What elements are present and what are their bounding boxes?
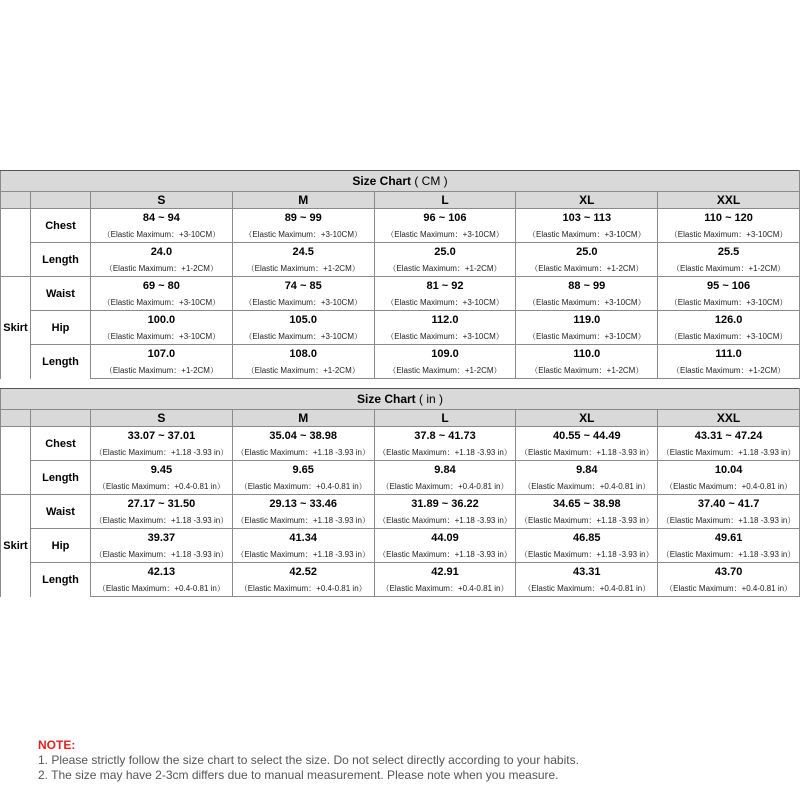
measurement-value: 95 ~ 106 [658, 277, 800, 295]
measurement-value: 43.31 [516, 563, 658, 581]
elastic-note: （Elastic Maximum：+1-2CM） [374, 260, 516, 277]
elastic-note: （Elastic Maximum：+0.4-0.81 in） [232, 580, 374, 597]
measurement-value: 9.65 [232, 461, 374, 479]
measurement-value: 42.52 [232, 563, 374, 581]
elastic-note: （Elastic Maximum：+1.18 -3.93 in） [374, 512, 516, 529]
elastic-note: （Elastic Maximum：+0.4-0.81 in） [516, 478, 658, 495]
elastic-note: （Elastic Maximum：+1-2CM） [91, 362, 233, 379]
measurement-value: 37.40 ~ 41.7 [658, 495, 800, 513]
measurement-value: 35.04 ~ 38.98 [232, 427, 374, 445]
elastic-note: （Elastic Maximum：+1.18 -3.93 in） [516, 546, 658, 563]
measurement-value: 25.0 [374, 243, 516, 261]
table-note-row [1, 444, 800, 461]
measurement-value: 40.55 ~ 44.49 [516, 427, 658, 445]
size-chart-in [0, 388, 800, 597]
table-note-row [1, 260, 800, 277]
measurement-value: 108.0 [232, 345, 374, 363]
elastic-note: （Elastic Maximum：+3-10CM） [91, 226, 233, 243]
table-note-row [1, 512, 800, 529]
table-row [1, 243, 800, 261]
table-note-row [1, 580, 800, 597]
elastic-note: （Elastic Maximum：+3-10CM） [658, 294, 800, 311]
measurement-value: 112.0 [374, 311, 516, 329]
measurement-value: 34.65 ~ 38.98 [516, 495, 658, 513]
elastic-note: （Elastic Maximum：+0.4-0.81 in） [658, 580, 800, 597]
elastic-note: （Elastic Maximum：+0.4-0.81 in） [658, 478, 800, 495]
elastic-note: （Elastic Maximum：+3-10CM） [516, 294, 658, 311]
measurement-value: 29.13 ~ 33.46 [232, 495, 374, 513]
chart-title [1, 389, 800, 410]
elastic-note: （Elastic Maximum：+1-2CM） [516, 362, 658, 379]
measurement-label [31, 427, 91, 461]
elastic-note: （Elastic Maximum：+1-2CM） [91, 260, 233, 277]
table-row [1, 209, 800, 227]
measurement-label-text: Length [42, 471, 79, 484]
chart-title-text: Size Chart [352, 174, 411, 188]
measurement-value: 44.09 [374, 529, 516, 547]
elastic-note: （Elastic Maximum：+3-10CM） [516, 226, 658, 243]
size-header-xxl: XXL [658, 192, 800, 209]
table-row [1, 495, 800, 513]
elastic-note: （Elastic Maximum：+1-2CM） [374, 362, 516, 379]
measurement-value: 105.0 [232, 311, 374, 329]
size-header-xxl: XXL [658, 410, 800, 427]
elastic-note: （Elastic Maximum：+1.18 -3.93 in） [232, 512, 374, 529]
notes-section [38, 738, 778, 783]
group-label [1, 495, 31, 597]
elastic-note: （Elastic Maximum：+3-10CM） [374, 294, 516, 311]
group-label [1, 277, 31, 379]
measurement-value: 39.37 [91, 529, 233, 547]
elastic-note: （Elastic Maximum：+0.4-0.81 in） [232, 478, 374, 495]
measurement-label-text: Hip [51, 321, 70, 334]
note-line-2: 2. The size may have 2-3cm differs due to manual measurement. Please note when you measure. [38, 768, 559, 782]
elastic-note: （Elastic Maximum：+3-10CM） [374, 328, 516, 345]
measurement-value: 110.0 [516, 345, 658, 363]
table-note-row [1, 294, 800, 311]
group-label [1, 427, 31, 495]
measurement-label [31, 277, 91, 311]
elastic-note: （Elastic Maximum：+3-10CM） [91, 294, 233, 311]
measurement-value: 42.91 [374, 563, 516, 581]
elastic-note: （Elastic Maximum：+0.4-0.81 in） [374, 580, 516, 597]
table-note-row [1, 328, 800, 345]
size-table [0, 388, 800, 597]
elastic-note: （Elastic Maximum：+1.18 -3.93 in） [91, 512, 233, 529]
measurement-value: 9.45 [91, 461, 233, 479]
measurement-label-text: Chest [45, 437, 76, 450]
group-label-text: Skirt [3, 321, 28, 334]
chart-unit: ( in ) [419, 392, 444, 406]
elastic-note: （Elastic Maximum：+1-2CM） [516, 260, 658, 277]
elastic-note: （Elastic Maximum：+0.4-0.81 in） [374, 478, 516, 495]
elastic-note: （Elastic Maximum：+3-10CM） [91, 328, 233, 345]
measurement-label-text: Chest [45, 219, 76, 232]
elastic-note: （Elastic Maximum：+1.18 -3.93 in） [91, 546, 233, 563]
measurement-value: 37.8 ~ 41.73 [374, 427, 516, 445]
measurement-value: 69 ~ 80 [91, 277, 233, 295]
measurement-value: 46.85 [516, 529, 658, 547]
table-row [1, 277, 800, 295]
measurement-value: 74 ~ 85 [232, 277, 374, 295]
size-header-xl: XL [516, 410, 658, 427]
measurement-value: 42.13 [91, 563, 233, 581]
size-table [0, 170, 800, 379]
elastic-note: （Elastic Maximum：+3-10CM） [232, 226, 374, 243]
size-header-l: L [374, 192, 516, 209]
elastic-note: （Elastic Maximum：+0.4-0.81 in） [91, 478, 233, 495]
elastic-note: （Elastic Maximum：+1-2CM） [232, 260, 374, 277]
measurement-value: 107.0 [91, 345, 233, 363]
elastic-note: （Elastic Maximum：+1.18 -3.93 in） [658, 546, 800, 563]
elastic-note: （Elastic Maximum：+3-10CM） [658, 328, 800, 345]
measurement-label-text: Waist [46, 505, 75, 518]
elastic-note: （Elastic Maximum：+3-10CM） [658, 226, 800, 243]
size-header-s: S [91, 192, 233, 209]
elastic-note: （Elastic Maximum：+1-2CM） [658, 260, 800, 277]
measurement-label-text: Length [42, 573, 79, 586]
chart-title [1, 171, 800, 192]
measurement-value: 88 ~ 99 [516, 277, 658, 295]
table-row [1, 427, 800, 445]
measurement-value: 25.5 [658, 243, 800, 261]
table-note-row [1, 362, 800, 379]
measurement-value: 103 ~ 113 [516, 209, 658, 227]
elastic-note: （Elastic Maximum：+1-2CM） [232, 362, 374, 379]
elastic-note: （Elastic Maximum：+1.18 -3.93 in） [516, 512, 658, 529]
measurement-value: 33.07 ~ 37.01 [91, 427, 233, 445]
elastic-note: （Elastic Maximum：+3-10CM） [232, 294, 374, 311]
measurement-value: 89 ~ 99 [232, 209, 374, 227]
measurement-value: 24.0 [91, 243, 233, 261]
measurement-value: 27.17 ~ 31.50 [91, 495, 233, 513]
measurement-label-text: Hip [51, 539, 70, 552]
elastic-note: （Elastic Maximum：+3-10CM） [516, 328, 658, 345]
measurement-label [31, 345, 91, 379]
header-blank [1, 410, 31, 427]
elastic-note: （Elastic Maximum：+1.18 -3.93 in） [91, 444, 233, 461]
table-row [1, 345, 800, 363]
elastic-note: （Elastic Maximum：+1.18 -3.93 in） [374, 444, 516, 461]
elastic-note: （Elastic Maximum：+3-10CM） [232, 328, 374, 345]
measurement-label [31, 243, 91, 277]
measurement-value: 119.0 [516, 311, 658, 329]
measurement-label-text: Waist [46, 287, 75, 300]
size-header-row [1, 410, 800, 427]
size-header-l: L [374, 410, 516, 427]
note-line-1: 1. Please strictly follow the size chart to select the size. Do not select directly according to your habits. [38, 753, 579, 767]
measurement-label [31, 495, 91, 529]
measurement-value: 126.0 [658, 311, 800, 329]
elastic-note: （Elastic Maximum：+0.4-0.81 in） [91, 580, 233, 597]
measurement-value: 81 ~ 92 [374, 277, 516, 295]
header-blank [31, 410, 91, 427]
measurement-value: 100.0 [91, 311, 233, 329]
measurement-label-text: Length [42, 253, 79, 266]
elastic-note: （Elastic Maximum：+1.18 -3.93 in） [658, 512, 800, 529]
elastic-note: （Elastic Maximum：+0.4-0.81 in） [516, 580, 658, 597]
elastic-note: （Elastic Maximum：+1.18 -3.93 in） [232, 444, 374, 461]
table-row [1, 529, 800, 547]
size-chart-cm [0, 170, 800, 379]
measurement-value: 49.61 [658, 529, 800, 547]
chart-title-text: Size Chart [356, 392, 416, 406]
measurement-value: 24.5 [232, 243, 374, 261]
measurement-value: 43.70 [658, 563, 800, 581]
elastic-note: （Elastic Maximum：+1.18 -3.93 in） [232, 546, 374, 563]
measurement-value: 111.0 [658, 345, 800, 363]
table-note-row [1, 546, 800, 563]
elastic-note: （Elastic Maximum：+1-2CM） [658, 362, 800, 379]
measurement-value: 25.0 [516, 243, 658, 261]
measurement-value: 31.89 ~ 36.22 [374, 495, 516, 513]
size-header-s: S [91, 410, 233, 427]
elastic-note: （Elastic Maximum：+1.18 -3.93 in） [516, 444, 658, 461]
measurement-value: 96 ~ 106 [374, 209, 516, 227]
table-note-row [1, 478, 800, 495]
measurement-label [31, 209, 91, 243]
measurement-label [31, 529, 91, 563]
measurement-value: 109.0 [374, 345, 516, 363]
measurement-value: 9.84 [516, 461, 658, 479]
elastic-note: （Elastic Maximum：+1.18 -3.93 in） [658, 444, 800, 461]
measurement-value: 9.84 [374, 461, 516, 479]
table-row [1, 461, 800, 479]
note-title: NOTE: [38, 738, 76, 752]
size-header-row [1, 192, 800, 209]
elastic-note: （Elastic Maximum：+1.18 -3.93 in） [374, 546, 516, 563]
table-row [1, 311, 800, 329]
measurement-value: 41.34 [232, 529, 374, 547]
measurement-label-text: Length [42, 355, 79, 368]
measurement-value: 110 ~ 120 [658, 209, 800, 227]
measurement-value: 10.04 [658, 461, 800, 479]
chart-unit: ( CM ) [414, 174, 448, 188]
group-label [1, 209, 31, 277]
group-label-text: Skirt [3, 539, 28, 552]
elastic-note: （Elastic Maximum：+3-10CM） [374, 226, 516, 243]
measurement-label [31, 563, 91, 597]
size-header-m: M [232, 192, 374, 209]
measurement-label [31, 461, 91, 495]
measurement-value: 84 ~ 94 [91, 209, 233, 227]
table-note-row [1, 226, 800, 243]
measurement-label [31, 311, 91, 345]
size-header-m: M [232, 410, 374, 427]
header-blank [1, 192, 31, 209]
table-row [1, 563, 800, 581]
size-header-xl: XL [516, 192, 658, 209]
measurement-value: 43.31 ~ 47.24 [658, 427, 800, 445]
header-blank [31, 192, 91, 209]
